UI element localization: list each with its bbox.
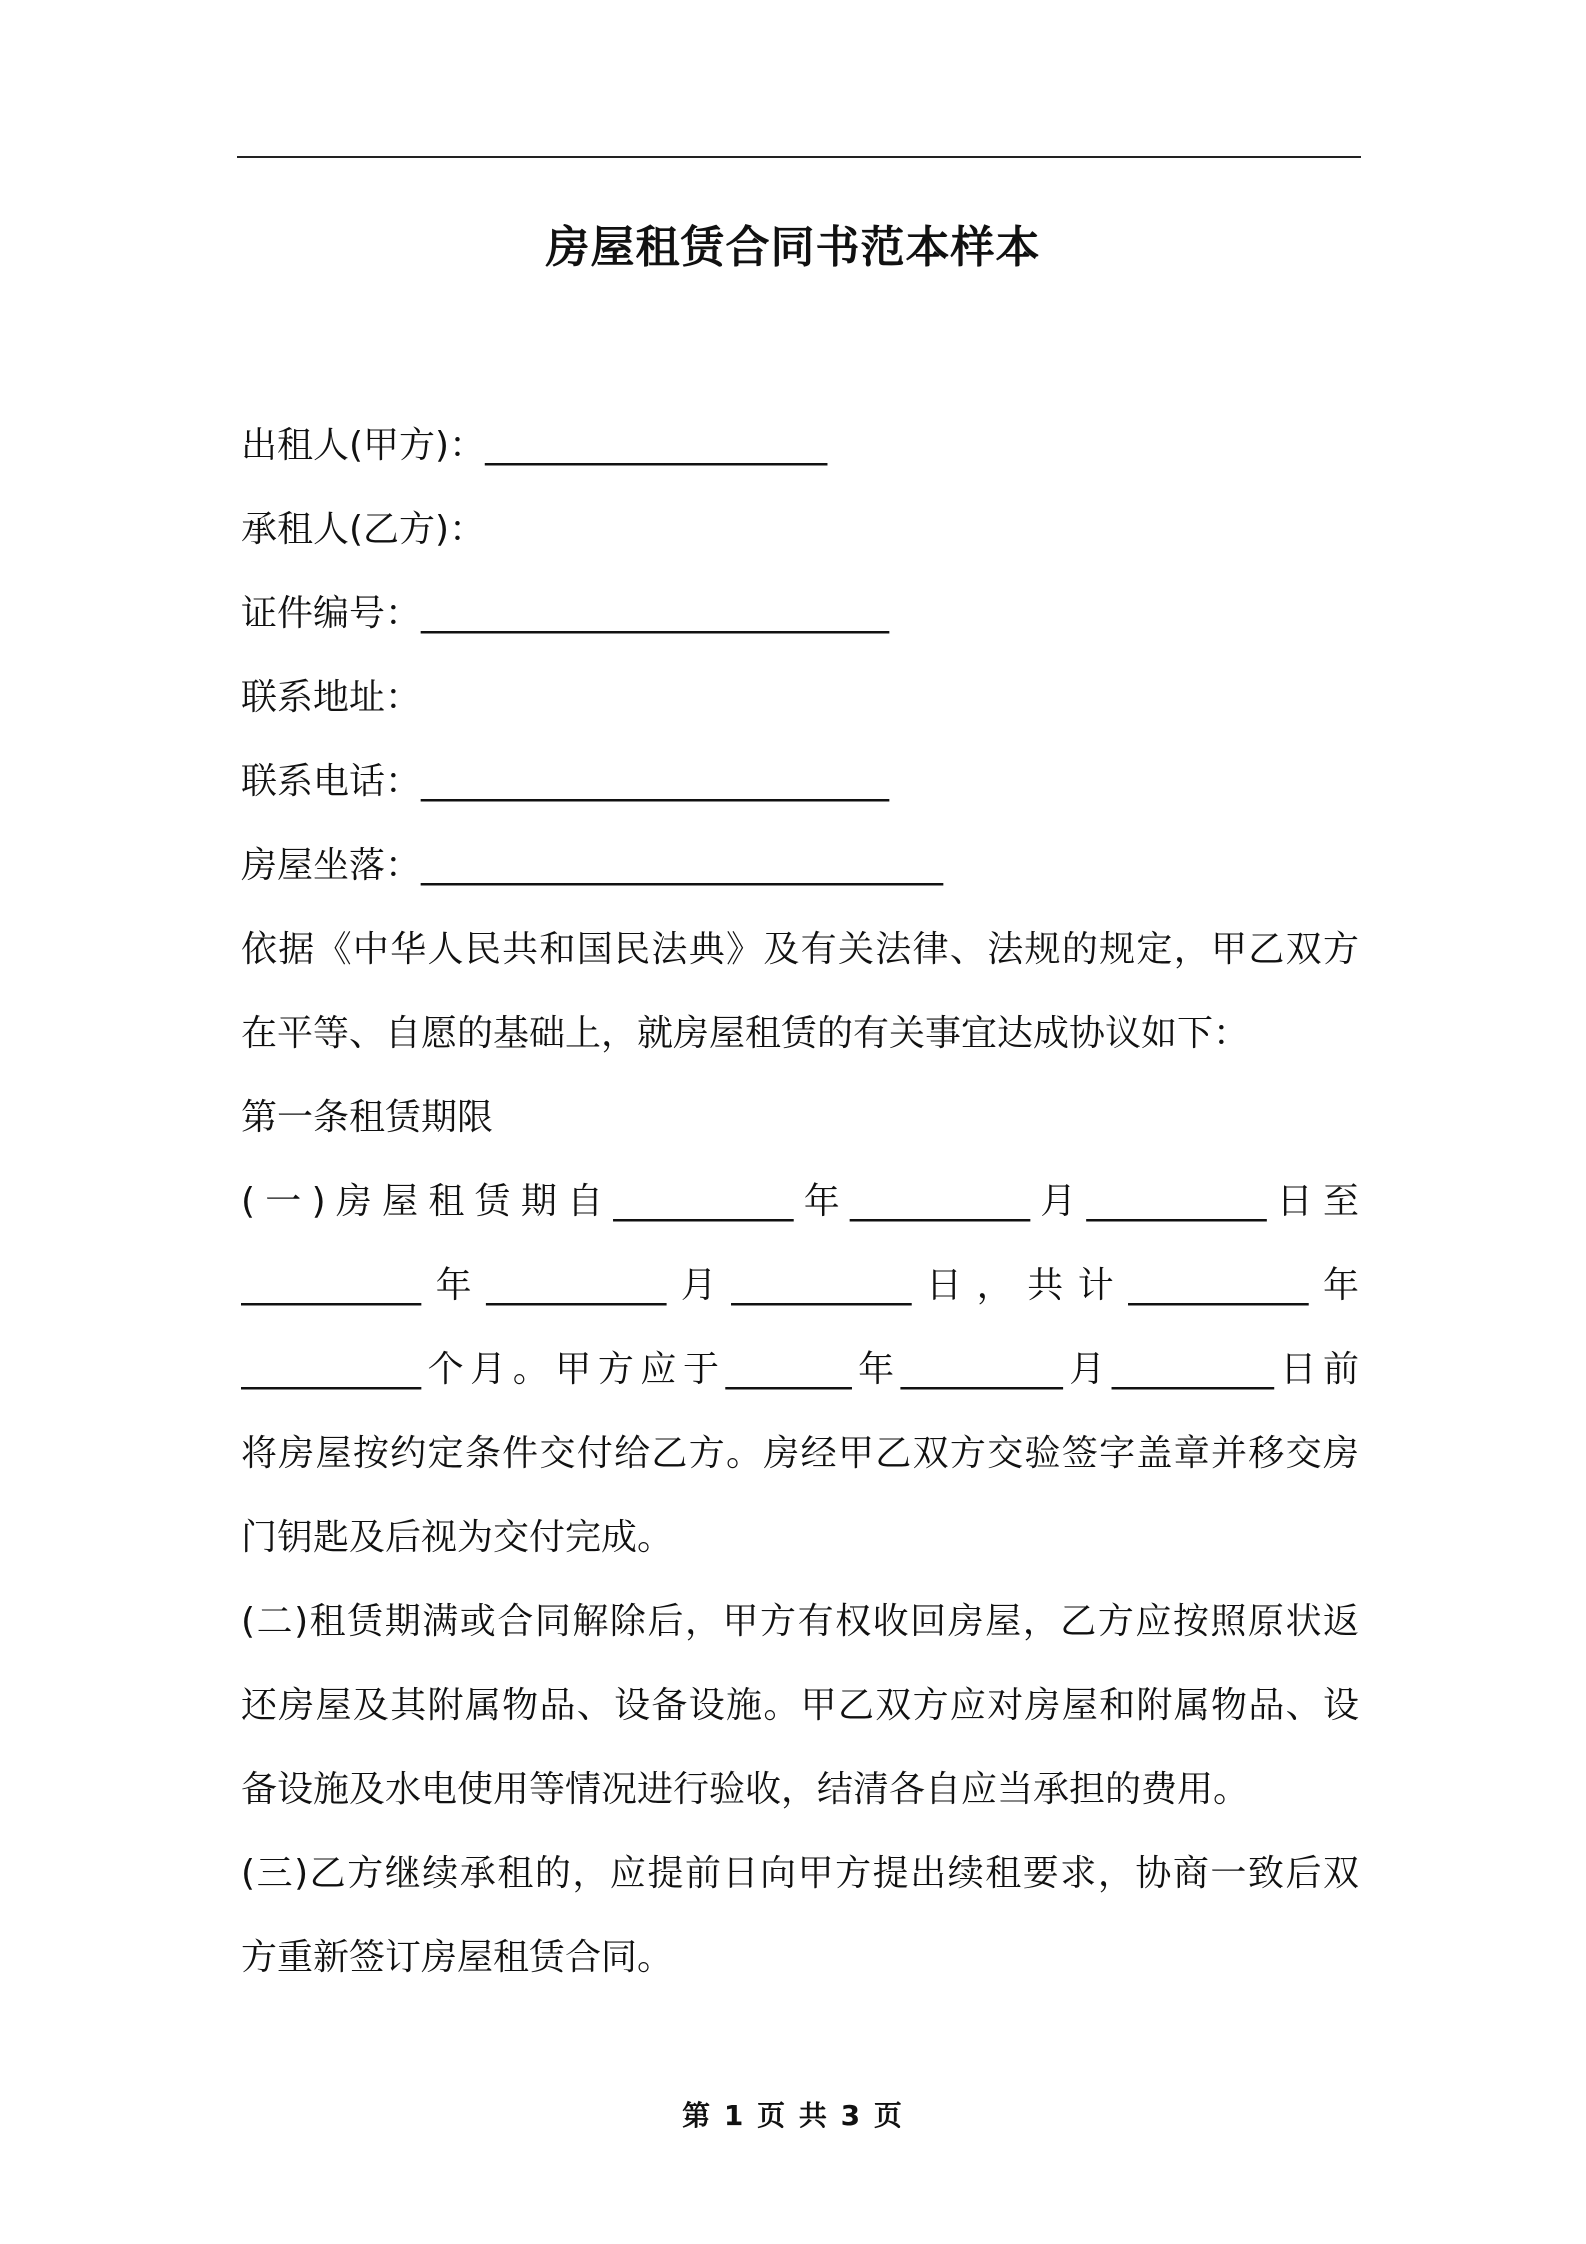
paragraph-line: 门钥匙及后视为交付完成。	[241, 1517, 674, 1558]
paragraph-line: __________个月。甲方应于_______年_________月_________日前	[241, 1349, 1359, 1390]
document-body	[241, 404, 1359, 2000]
paragraph-line: 备设施及水电使用等情况进行验收，结清各自应当承担的费用。	[241, 1769, 1250, 1810]
section-heading: 第一条租赁期限	[241, 1097, 494, 1138]
field-property-location: 房屋坐落：_____________________________	[241, 845, 944, 886]
paragraph-line: 将房屋按约定条件交付给乙方。房经甲乙双方交验签字盖章并移交房	[241, 1433, 1359, 1474]
paragraph-line: 方重新签订房屋租赁合同。	[241, 1937, 674, 1978]
document-title: 房屋租赁合同书范本样本	[545, 222, 1041, 273]
field-phone: 联系电话：__________________________	[241, 761, 890, 802]
paragraph-line: 还房屋及其附属物品、设备设施。甲乙双方应对房屋和附属物品、设	[241, 1685, 1359, 1726]
paragraph-line: (三)乙方继续承租的，应提前日向甲方提出续租要求，协商一致后双	[241, 1853, 1359, 1894]
field-lessee: 承租人(乙方)：	[241, 509, 486, 550]
field-id-number: 证件编号：__________________________	[241, 593, 890, 634]
paragraph-line: 依据《中华人民共和国民法典》及有关法律、法规的规定，甲乙双方	[241, 929, 1359, 970]
paragraph-line: (二)租赁期满或合同解除后，甲方有权收回房屋，乙方应按照原状返	[241, 1601, 1359, 1642]
paragraph-line: __________年__________月__________日，共计__________年	[241, 1265, 1359, 1306]
field-lessor: 出租人(甲方)：___________________	[241, 425, 828, 466]
field-address: 联系地址：	[241, 677, 422, 718]
paragraph-line: (一)房屋租赁期自__________年__________月__________日至	[241, 1181, 1359, 1222]
paragraph-line: 在平等、自愿的基础上，就房屋租赁的有关事宜达成协议如下：	[241, 1013, 1250, 1054]
page-number: 第 1 页 共 3 页	[682, 2099, 904, 2132]
header-rule	[237, 156, 1361, 158]
